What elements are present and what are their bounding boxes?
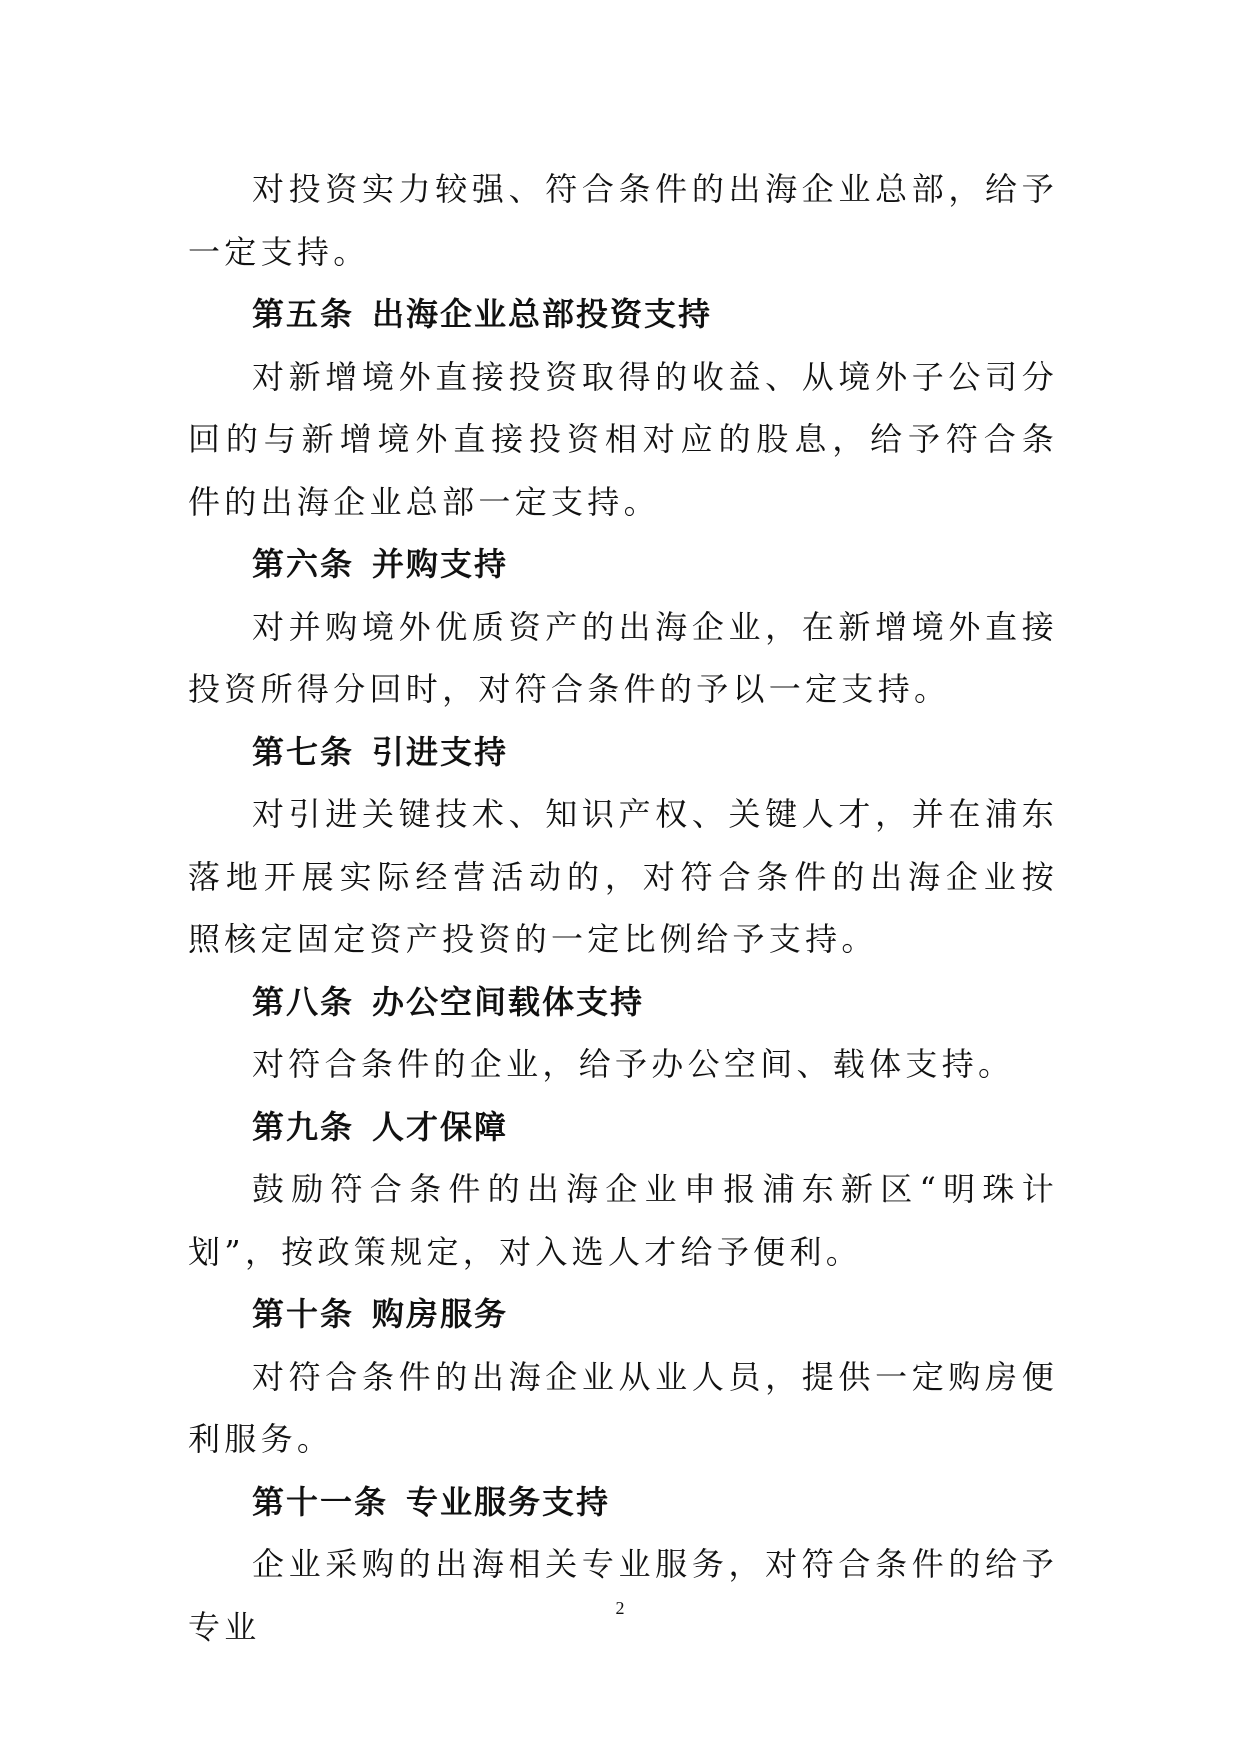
paragraph-article-11: 企业采购的出海相关专业服务，对符合条件的给予专业 xyxy=(188,1545,1058,1646)
article-title: 并购支持 xyxy=(372,545,509,583)
article-number: 第十一条 xyxy=(252,1482,389,1521)
article-heading-10 xyxy=(188,1283,1058,1346)
paragraph-article-10: 对符合条件的出海企业从业人员，提供一定购房便利服务。 xyxy=(188,1357,1058,1458)
paragraph-hq-support: 对投资实力较强、符合条件的出海企业总部，给予一定支持。 xyxy=(188,170,1058,271)
article-heading-8 xyxy=(188,971,1058,1034)
paragraph-article-7: 对引进关键技术、知识产权、关键人才，并在浦东落地开展实际经营活动的，对符合条件的出海企业按照核定固定资产投资的一定比例给予支持。 xyxy=(188,795,1058,958)
article-number: 第七条 xyxy=(252,732,355,771)
article-title: 办公空间载体支持 xyxy=(372,982,645,1021)
article-heading-5 xyxy=(188,283,1058,346)
article-heading-9 xyxy=(188,1096,1058,1159)
article-number: 第六条 xyxy=(252,545,355,583)
article-title: 引进支持 xyxy=(372,732,509,771)
article-title: 购房服务 xyxy=(372,1295,509,1333)
article-number: 第十条 xyxy=(252,1295,355,1333)
page-number: 2 xyxy=(615,1598,625,1618)
article-number: 第九条 xyxy=(252,1107,355,1146)
article-title: 出海企业总部投资支持 xyxy=(372,295,713,333)
article-heading-7 xyxy=(188,721,1058,784)
article-heading-6 xyxy=(188,533,1058,596)
paragraph-article-6: 对并购境外优质资产的出海企业，在新增境外直接投资所得分回时，对符合条件的予以一定支持。 xyxy=(188,607,1058,708)
paragraph-article-8: 对符合条件的企业，给予办公空间、载体支持。 xyxy=(252,1045,1015,1083)
article-number: 第五条 xyxy=(252,295,355,333)
paragraph-article-5: 对新增境外直接投资取得的收益、从境外子公司分回的与新增境外直接投资相对应的股息，给予符合条件的出海企业总部一定支持。 xyxy=(188,357,1058,521)
article-number: 第八条 xyxy=(252,982,355,1021)
article-title: 专业服务支持 xyxy=(406,1482,611,1521)
document-body xyxy=(188,158,1058,1658)
article-title: 人才保障 xyxy=(372,1107,509,1146)
paragraph-article-9: 鼓励符合条件的出海企业申报浦东新区“明珠计划”，按政策规定，对入选人才给予便利。 xyxy=(188,1170,1058,1271)
article-heading-11 xyxy=(188,1471,1058,1534)
